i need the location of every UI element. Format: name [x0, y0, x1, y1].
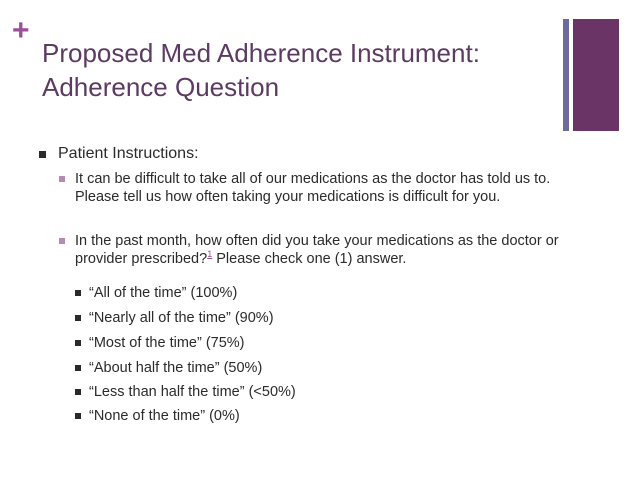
- instruction-text-2-part2: Please check one (1) answer.: [212, 251, 407, 267]
- bullet-square-icon: [75, 315, 81, 321]
- answer-option: “Most of the time” (75%): [89, 335, 245, 351]
- bullet-square-icon: [39, 151, 46, 158]
- bullet-square-icon: [75, 290, 81, 296]
- slide-title-line1: Proposed Med Adherence Instrument:: [42, 38, 480, 68]
- decorative-bar-wide: [573, 19, 619, 131]
- answer-option: “About half the time” (50%): [89, 360, 263, 376]
- plus-logo: +: [12, 14, 30, 47]
- answer-option: “Nearly all of the time” (90%): [89, 310, 274, 326]
- bullet-square-icon: [75, 389, 81, 395]
- instruction-text-1: It can be difficult to take all of our medications as the doctor has told us to. Please tell us how often taking your medications is difficult for you.: [75, 171, 551, 205]
- instruction-text-2: [75, 232, 565, 268]
- slide-title: [42, 36, 552, 104]
- bullet-square-icon: [59, 238, 65, 244]
- bullet-square-icon: [75, 365, 81, 371]
- instruction-text-2-part1: In the past month, how often did you take your medications as the doctor or provider prescribed?: [75, 233, 559, 267]
- bullet-square-icon: [59, 176, 65, 182]
- slide-title-line2: Adherence Question: [42, 72, 280, 102]
- bullet-square-icon: [75, 340, 81, 346]
- decorative-bar-thin: [563, 19, 569, 131]
- answer-option: “None of the time” (0%): [89, 408, 240, 424]
- bullet-square-icon: [75, 413, 81, 419]
- answer-option: “Less than half the time” (<50%): [89, 384, 296, 400]
- patient-instructions-heading: Patient Instructions:: [58, 145, 199, 162]
- answer-option: “All of the time” (100%): [89, 285, 238, 301]
- footnote-reference-link[interactable]: 1: [207, 249, 213, 260]
